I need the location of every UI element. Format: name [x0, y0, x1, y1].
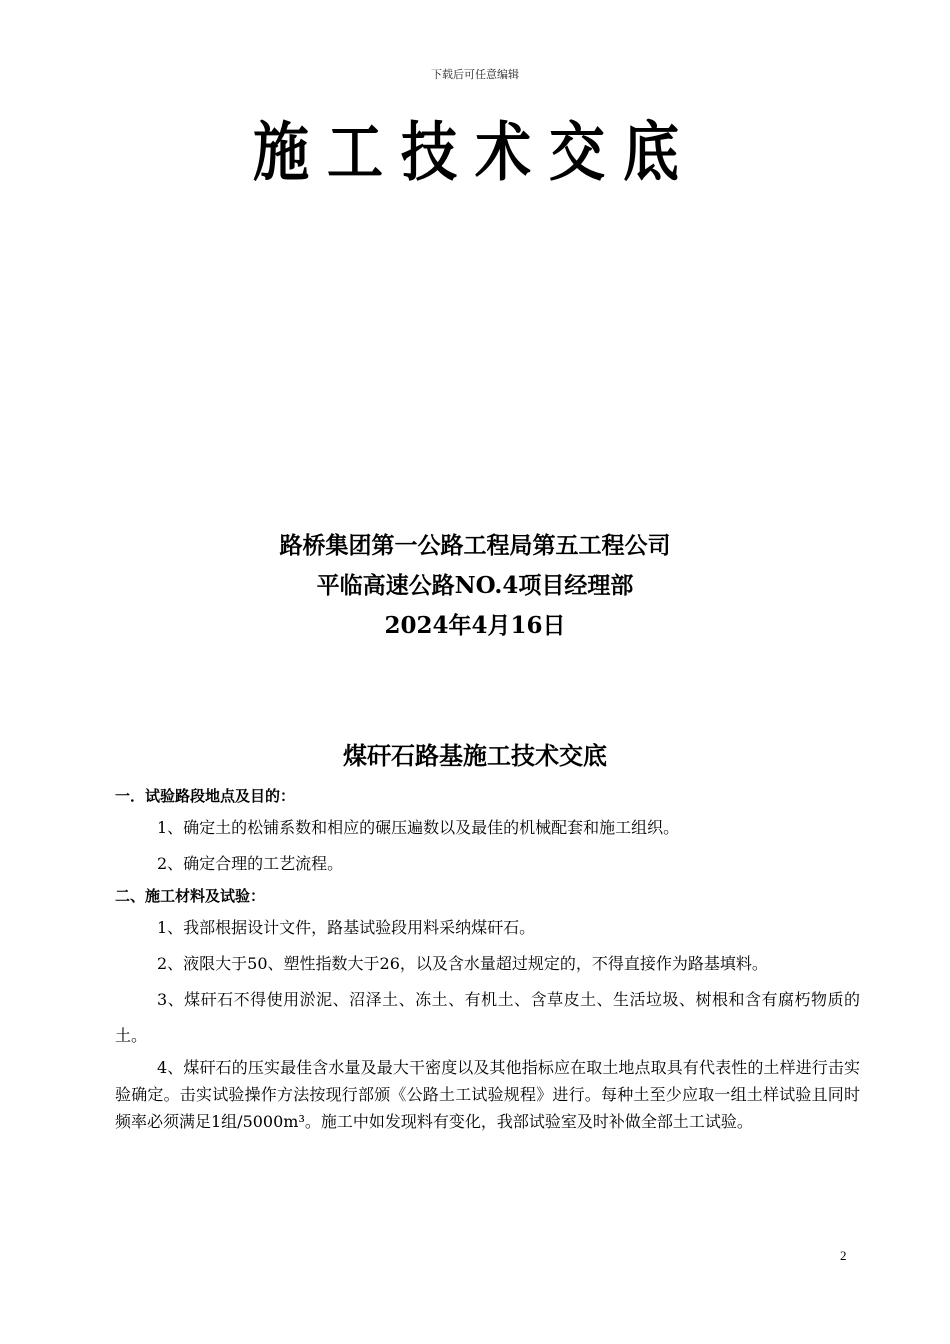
paragraph: 2、液限大于50、塑性指数大于26，以及含水量超过规定的，不得直接作为路基填料。: [157, 954, 768, 973]
document-date: 2024年4月16日: [384, 612, 566, 639]
paragraph: 2、确定合理的工艺流程。: [157, 854, 344, 873]
header-note: 下载后可任意编辑: [431, 68, 519, 81]
section-heading: 二、施工材料及试验：: [115, 887, 266, 905]
project-department: 平临高速公路NO.4项目经理部: [316, 572, 634, 599]
document-body: [115, 782, 860, 1135]
paragraph: 1、确定土的松铺系数和相应的碾压遍数以及最佳的机械配套和施工组织。: [157, 818, 680, 837]
paragraph: 4、煤矸石的压实最佳含水量及最大干密度以及其他指标应在取土地点取具有代表性的土样进行击实验确定。击实试验操作方法按现行部颁《公路土工试验规程》进行。每种土至少应取一组土样试验且同时频率必须满足1组/5000m³。施工中如发现料有变化，我部试验室及时补做全部土工试验。: [115, 1058, 860, 1131]
document-title: 煤矸石路基施工技术交底: [343, 742, 607, 770]
paragraph: 1、我部根据设计文件，路基试验段用料采纳煤矸石。: [157, 918, 536, 937]
organization-block: [0, 526, 950, 646]
paragraph: 3、煤矸石不得使用淤泥、沼泽土、冻土、有机土、含草皮土、生活垃圾、树根和含有腐朽物质的土。: [115, 990, 860, 1045]
section-heading: 一．试验路段地点及目的：: [115, 787, 296, 805]
page-number: 2: [840, 1248, 847, 1263]
cover-title: 施工技术交底: [253, 115, 697, 191]
organization-name: 路桥集团第一公路工程局第五工程公司: [279, 532, 671, 559]
